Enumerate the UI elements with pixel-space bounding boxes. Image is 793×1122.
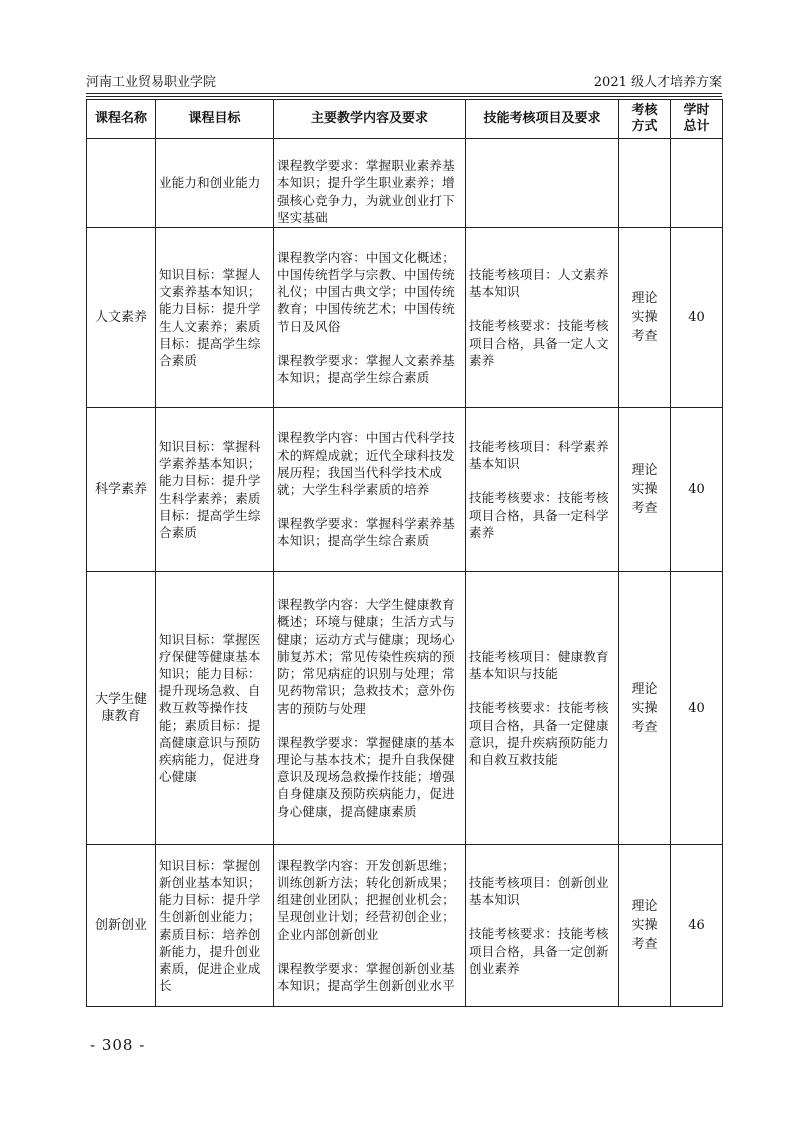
curriculum-table	[86, 99, 723, 1007]
total-hours: 46	[671, 845, 723, 1007]
skill-requirement: 技能考核要求：技能考核项目合格，具备一定创新创业素养	[469, 926, 609, 976]
header-rule	[86, 93, 722, 94]
col-header-content: 主要教学内容及要求	[274, 100, 466, 139]
content-requirement: 课程教学要求：掌握健康的基本理论与基本技术；提升自我保健意识及现场急救操作技能；增强自身健康及预防疾病能力，促进身心健康，提高健康素质	[277, 734, 455, 819]
course-goal: 知识目标：掌握医疗保健等健康基本知识；能力目标：提升现场急救、自救互救等操作技能；素质目标：提高健康意识与预防疾病能力，促进身心健康	[156, 572, 274, 845]
skill-requirement: 技能考核要求：技能考核项目合格，具备一定科学素养	[469, 490, 609, 540]
total-hours: 40	[671, 408, 723, 572]
method-line: 考查	[631, 719, 658, 735]
col-header-hours	[671, 100, 723, 139]
assessment-method	[619, 228, 671, 408]
method-line: 理论	[631, 463, 658, 478]
course-goal: 业能力和创业能力	[156, 139, 274, 228]
document-title: 2021 级人才培养方案	[593, 75, 722, 90]
col-header-skill: 技能考核项目及要求	[466, 100, 619, 139]
total-hours	[671, 139, 723, 228]
skill-assessment	[466, 408, 619, 572]
content-requirement: 课程教学要求：掌握人文素养基本知识；提高学生综合素质	[277, 352, 455, 385]
method-line: 实操	[631, 918, 658, 933]
content-intro: 课程教学内容：大学生健康教育概述；环境与健康；生活方式与健康；运动方式与健康；现场心肺复苏术；常见传染性疾病的预防；常见病症的识别与处理；常见药物常识；急救技术；意外伤害的预防与处理	[277, 597, 455, 716]
col-header-goal: 课程目标	[156, 100, 274, 139]
course-content	[274, 408, 466, 572]
table-row	[87, 228, 723, 408]
method-line: 考查	[631, 329, 658, 344]
content-requirement: 课程教学要求：掌握创新创业基本知识；提高学生创新创业水平	[277, 960, 455, 993]
col-header-hours-line2: 总计	[683, 119, 710, 134]
table-row	[87, 572, 723, 845]
assessment-method	[619, 139, 671, 228]
course-name: 大学生健康教育	[87, 572, 156, 845]
content-requirement: 课程教学要求：掌握科学素养基本知识；提高学生综合素质	[277, 516, 455, 549]
course-goal: 知识目标：掌握创新创业基本知识；能力目标：提升学生创新创业能力；素质目标：培养创新能力，提升创业素质，促进企业成长	[156, 845, 274, 1007]
method-line: 理论	[631, 681, 658, 697]
method-line: 理论	[631, 899, 658, 914]
running-header	[86, 75, 722, 91]
course-content	[274, 845, 466, 1007]
course-name: 创新创业	[87, 845, 156, 1007]
col-header-hours-line1: 学时	[683, 103, 710, 118]
table-row	[87, 139, 723, 228]
skill-assessment	[466, 845, 619, 1007]
skill-item: 技能考核项目：健康教育基本知识与技能	[469, 648, 609, 682]
page-number: - 308 -	[90, 1036, 146, 1054]
method-line: 理论	[631, 291, 658, 306]
content-requirement: 课程教学要求：掌握职业素养基本知识；提升学生职业素养；增强核心竞争力，为就业创业打下坚实基础	[277, 158, 455, 225]
total-hours: 40	[671, 572, 723, 845]
content-intro: 课程教学内容：中国文化概述；中国传统哲学与宗教、中国传统礼仪；中国古典文学；中国传统教育；中国传统艺术；中国传统节日及风俗	[277, 249, 455, 334]
course-content	[274, 572, 466, 845]
course-name: 科学素养	[87, 408, 156, 572]
method-line: 实操	[631, 700, 658, 716]
course-name	[87, 139, 156, 228]
skill-item: 技能考核项目：人文素养基本知识	[469, 266, 609, 300]
header-rule-thin	[86, 96, 722, 97]
col-header-method-line1: 考核	[631, 103, 658, 118]
skill-assessment	[466, 139, 619, 228]
skill-item: 技能考核项目：创新创业基本知识	[469, 874, 609, 908]
method-line: 实操	[631, 482, 658, 497]
col-header-name: 课程名称	[87, 100, 156, 139]
assessment-method	[619, 408, 671, 572]
course-content	[274, 228, 466, 408]
method-line: 考查	[631, 501, 658, 516]
skill-item: 技能考核项目：科学素养基本知识	[469, 438, 609, 472]
total-hours: 40	[671, 228, 723, 408]
table-header-row	[87, 100, 723, 139]
method-line: 实操	[631, 310, 658, 325]
course-content	[274, 139, 466, 228]
col-header-method-line2: 方式	[631, 119, 658, 134]
skill-assessment	[466, 228, 619, 408]
method-line: 考查	[631, 937, 658, 952]
content-intro: 课程教学内容：中国古代科学技术的辉煌成就；近代全球科技发展历程；我国当代科学技术成就；大学生科学素质的培养	[277, 430, 455, 497]
skill-requirement: 技能考核要求：技能考核项目合格，具备一定健康意识，提升疾病预防能力和自救互救技能	[469, 700, 609, 767]
course-name: 人文素养	[87, 228, 156, 408]
skill-requirement: 技能考核要求：技能考核项目合格，具备一定人文素养	[469, 318, 609, 368]
table-row	[87, 408, 723, 572]
course-goal: 知识目标：掌握人文素养基本知识；能力目标：提升学生人文素养；素质目标：提高学生综合素质	[156, 228, 274, 408]
skill-assessment	[466, 572, 619, 845]
col-header-method	[619, 100, 671, 139]
table-row	[87, 845, 723, 1007]
school-name: 河南工业贸易职业学院	[86, 75, 217, 90]
content-intro: 课程教学内容：开发创新思维；训练创新方法；转化创新成果；组建创业团队；把握创业机会；呈现创业计划；经营初创企业；企业内部创新创业	[277, 857, 455, 942]
assessment-method	[619, 572, 671, 845]
assessment-method	[619, 845, 671, 1007]
course-goal: 知识目标：掌握科学素养基本知识；能力目标：提升学生科学素养；素质目标：提高学生综合素质	[156, 408, 274, 572]
